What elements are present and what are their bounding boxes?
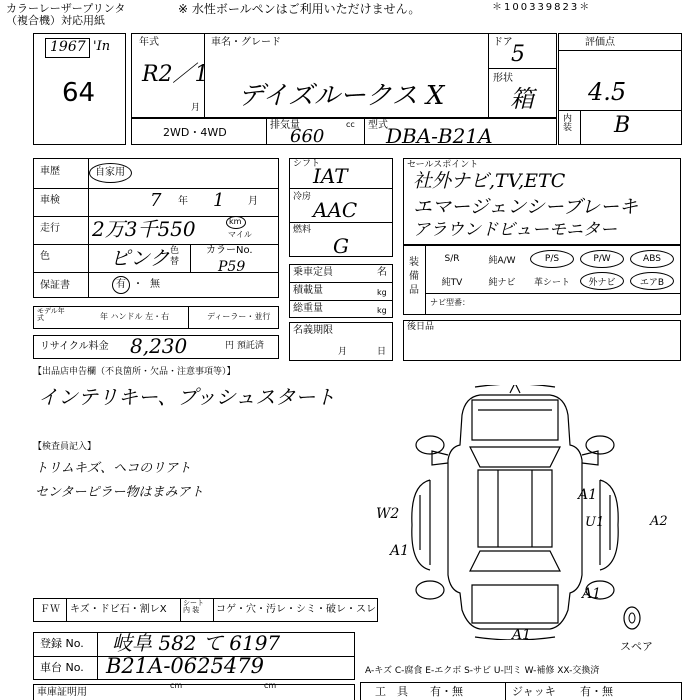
ballpoint-warning: ※ 水性ボールペンはご利用いただけません。 (178, 2, 421, 16)
shift-value: IAT (313, 164, 348, 188)
sales-point-3: アラウンドビューモニター (413, 220, 617, 240)
inspection-month-unit: 月 (248, 196, 258, 207)
label-warranty: 保証書 (40, 280, 70, 291)
printer-note-1: カラーレーザープリンタ (6, 2, 126, 15)
label-model: 型式 (368, 120, 388, 131)
printer-note-2: （複合機）対応用紙 (6, 14, 105, 27)
fuel-value: G (333, 234, 349, 258)
equipment-item: ABS (643, 254, 661, 264)
label-capacity: 乗車定員 (293, 267, 333, 278)
sales-point-2: エマージェンシーブレーキ (413, 196, 639, 218)
equipment-item: 外ナビ (588, 277, 616, 288)
seat-legend: コゲ・穴・汚レ・シミ・破レ・スレ (216, 604, 376, 615)
equipment-circle (580, 250, 624, 268)
cert-cm-1: cm (170, 681, 183, 690)
equipment-item: 純A/W (488, 255, 516, 266)
equipment-circle (630, 250, 674, 268)
label-spare: スペア (620, 640, 653, 653)
fw-legend: キズ・ドビ石・割レX (70, 604, 167, 615)
label-color-change: 色替 (170, 246, 180, 267)
label-model-year: モデル年式 (37, 307, 65, 322)
inspection-year-value: 7 (150, 190, 162, 211)
doors-value: 5 (511, 42, 525, 67)
jack-options: 有・無 (580, 685, 613, 698)
displacement-value: 660 (290, 126, 325, 147)
mark-rear-right: A1 (582, 586, 602, 602)
exhibitor-note: インテリキー、プッシュスタート (38, 385, 336, 409)
label-score: 評価点 (585, 37, 615, 48)
score-value: 4.5 (588, 78, 627, 106)
color-value: ピンク (110, 246, 170, 270)
shape-value: 箱 (510, 85, 534, 113)
expiry-month: 月 (338, 347, 348, 357)
equipment-item: 革シート (533, 277, 570, 288)
history-value: 自家用 (95, 167, 125, 178)
label-fuel: 燃料 (293, 225, 312, 235)
car-name-value: デイズルークス X (238, 81, 445, 111)
equipment-item: 純TV (441, 277, 463, 288)
label-jack: ジャッキ (512, 685, 556, 698)
label-drive: 2WD・4WD (163, 126, 227, 139)
lot-suffix: 'In (93, 39, 111, 54)
label-expiry: 名義期限 (293, 325, 333, 336)
label-cert: 車庫証明用 (37, 687, 87, 698)
label-interior: 内装 (563, 114, 573, 133)
gross-unit: kg (377, 306, 387, 315)
label-color-no: カラーNo. (206, 245, 253, 256)
equipment-item: P/S (544, 254, 560, 264)
label-navi-model: ナビ型番： (430, 298, 470, 307)
label-seat: シート 内 装 (183, 599, 204, 614)
mark-left-rear: A1 (390, 543, 410, 559)
expiry-day: 日 (377, 347, 387, 357)
barcode-number: ＊100339823＊ (492, 2, 592, 13)
displacement-unit: cc (346, 120, 355, 129)
mark-rear: A1 (512, 627, 532, 643)
mark-left-door: W2 (376, 506, 400, 522)
label-mileage: 走行 (40, 223, 60, 234)
equipment-circle (530, 250, 574, 268)
label-handle: 年 ハンドル 左・右 (100, 312, 170, 321)
color-no-value: P59 (218, 259, 246, 275)
model-value: DBA-B21A (386, 124, 493, 148)
interior-value: B (614, 113, 631, 138)
label-year: 年式 (139, 37, 159, 48)
cert-cm-2: cm (264, 681, 277, 690)
recycle-unit: 円 預託済 (225, 341, 264, 351)
equipment-item: S/R (444, 254, 460, 264)
sales-point-1: 社外ナビ,TV,ETC (413, 170, 566, 192)
label-after-repair: 後日品 (407, 322, 435, 332)
recycle-value: 8,230 (130, 334, 188, 358)
label-fw: ＦＷ (40, 604, 60, 615)
inspector-note-1: トリムキズ、ヘコのリアト (35, 461, 192, 476)
label-shift: シフト (293, 159, 321, 169)
capacity-unit: 名 (377, 267, 387, 278)
inspection-month-value: 1 (213, 190, 225, 211)
label-load: 積載量 (293, 285, 323, 296)
equipment-item: 純ナビ (488, 277, 516, 288)
warranty-sep: ・ (133, 279, 143, 290)
inspector-note-2: センターピラー物はまみアト (35, 485, 204, 500)
label-color: 色 (40, 251, 50, 262)
label-sales-point: セールスポイント (407, 160, 479, 170)
label-chassis-no: 車台 No. (40, 661, 84, 674)
label-history: 車歴 (40, 166, 60, 177)
spare-tire-icon (622, 605, 642, 631)
reg-no-value: 岐阜 582 て 6197 (112, 631, 281, 655)
damage-legend: A-キズ C-腐食 E-エクボ S-サビ U-凹ミ W-補修 XX-交換済 (365, 666, 600, 676)
mileage-value: 2万3千550 (92, 217, 196, 241)
equipment-circle (580, 272, 624, 290)
label-dealer: ディーラー・並行 (207, 312, 271, 321)
label-displacement: 排気量 (270, 120, 300, 131)
chassis-no-value: B21A-0625479 (106, 654, 264, 678)
mileage-unit-km: km (229, 217, 242, 226)
mileage-unit-mile: マイル (228, 230, 252, 239)
tools-options: 有・無 (430, 685, 463, 698)
mark-right-mid: U1 (585, 515, 605, 530)
load-unit: kg (377, 288, 387, 297)
label-recycle: リサイクル料金 (40, 341, 109, 352)
label-exhibitor-notes: 【出品店申告欄（不良箇所・欠品・注意事項等）】 (33, 367, 236, 377)
ac-value: AAC (313, 198, 358, 222)
label-reg-no: 登録 No. (40, 637, 84, 650)
after-repair-box (403, 320, 681, 361)
year-value: R2／1 (142, 62, 209, 87)
label-equipment: 装備品 (409, 257, 419, 296)
equipment-circle (630, 272, 674, 290)
inspection-year-unit: 年 (178, 196, 188, 207)
equipment-item: P/W (593, 254, 611, 264)
equipment-item: エアB (639, 277, 665, 288)
label-gross: 総重量 (293, 303, 323, 314)
label-inspector-notes: 【検査員記入】 (33, 442, 97, 452)
car-damage-diagram (390, 385, 640, 643)
label-name-grade: 車名・グレード (211, 37, 281, 48)
mark-right-outer: A2 (650, 514, 668, 529)
warranty-no: 無 (150, 279, 160, 290)
label-shape: 形状 (493, 73, 513, 84)
lot-code: 1967 (50, 39, 86, 55)
label-tools: 工 具 (375, 685, 408, 698)
lot-number: 64 (62, 78, 96, 108)
label-inspection: 車検 (40, 195, 60, 206)
mark-right-door: A1 (578, 487, 598, 503)
label-ac: 冷房 (293, 192, 312, 202)
warranty-yes: 有 (116, 279, 126, 290)
year-month-label: 月 (191, 103, 201, 113)
label-doors: ドア (493, 37, 513, 48)
